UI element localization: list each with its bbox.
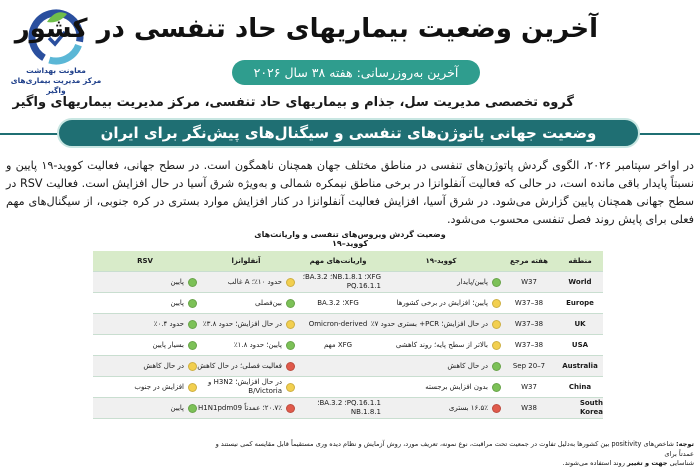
cell-region-text: Europe bbox=[566, 299, 594, 307]
cell-flu bbox=[197, 272, 295, 292]
cell-flu-text: در حال افزایش؛ H3N2 و B/Victoria bbox=[208, 378, 282, 395]
header-rsv: RSV bbox=[137, 257, 153, 265]
table-title: وضعیت گردش ویروس‌های تنفسی و واریانت‌های کووید–۱۹ bbox=[254, 230, 446, 248]
cell-variants-text: Omicron-derived bbox=[308, 319, 368, 328]
footnote-text: شاخص‌های positivity بین کشورها به‌دلیل تفاوت در جمعیت تحت مراقبت، نوع نمونه، تعریف مورد، روش آزمایش و نظام دیده وری مستقیماً قابل مقایسه کمی نیستند و عمدتاً برای bbox=[215, 440, 694, 458]
status-dot-icon bbox=[492, 341, 501, 350]
cell-covid bbox=[381, 398, 501, 418]
table-row bbox=[93, 335, 603, 356]
cell-rsv-text: پایین bbox=[170, 404, 184, 412]
cell-variants-text: PQ.16.1.1؛ BA.3.2؛ NB.1.8.1 bbox=[317, 399, 381, 416]
cell-region bbox=[557, 377, 603, 397]
cell-covid bbox=[381, 272, 501, 292]
cell-variants bbox=[295, 272, 381, 292]
cell-week bbox=[501, 314, 557, 334]
cell-flu bbox=[197, 335, 295, 355]
cell-covid-text: ۱۶.۵٪ بستری bbox=[448, 404, 488, 412]
cell-region bbox=[557, 314, 603, 334]
status-dot-icon bbox=[492, 404, 501, 413]
status-table bbox=[93, 251, 603, 419]
cell-flu-text: در حال افزایش؛ حدود ۳.۸٪ bbox=[202, 319, 282, 328]
status-dot-icon bbox=[492, 383, 501, 392]
cell-region-text: Australia bbox=[562, 362, 598, 370]
status-dot-icon bbox=[492, 320, 501, 329]
cell-covid-text: بالاتر از سطح پایه؛ روند کاهشی bbox=[395, 341, 488, 349]
status-dot-icon bbox=[492, 278, 501, 287]
table-row bbox=[93, 314, 603, 335]
cell-flu-text: فعالیت فصلی؛ در حال کاهش bbox=[197, 361, 282, 370]
header-covid: کووید-۱۹ bbox=[425, 257, 457, 265]
table-body bbox=[93, 272, 603, 419]
cell-flu-text: پایین؛ حدود ۱.۸٪ bbox=[233, 340, 282, 349]
cell-flu bbox=[197, 356, 295, 376]
status-dot-icon bbox=[286, 404, 295, 413]
cell-region bbox=[557, 398, 603, 418]
status-dot-icon bbox=[286, 320, 295, 329]
cell-covid-text: پایین/پایدار bbox=[457, 278, 488, 286]
cell-rsv bbox=[93, 377, 197, 397]
cell-week-text: W37 bbox=[521, 278, 537, 286]
footnote-text-2b: جهت و تغییر bbox=[627, 459, 668, 467]
cell-rsv-text: پایین bbox=[170, 278, 184, 286]
cell-region bbox=[557, 293, 603, 313]
cell-rsv bbox=[93, 314, 197, 334]
cell-rsv bbox=[93, 398, 197, 418]
footnote bbox=[210, 440, 694, 469]
cell-covid bbox=[381, 335, 501, 355]
cell-variants bbox=[295, 377, 381, 397]
header-week: هفته مرجع bbox=[510, 257, 548, 265]
cell-week-text: W37 bbox=[521, 383, 537, 391]
cell-covid bbox=[381, 377, 501, 397]
cell-flu bbox=[197, 293, 295, 313]
status-dot-icon bbox=[188, 320, 197, 329]
status-dot-icon bbox=[188, 278, 197, 287]
status-dot-icon bbox=[286, 362, 295, 371]
cell-week-text: W37–38 bbox=[514, 341, 544, 349]
cell-variants bbox=[295, 398, 381, 418]
cell-covid bbox=[381, 356, 501, 376]
cell-week bbox=[501, 335, 557, 355]
cell-rsv bbox=[93, 356, 197, 376]
cell-region bbox=[557, 335, 603, 355]
cell-week-text: W37–38 bbox=[514, 320, 544, 328]
cell-flu bbox=[197, 314, 295, 334]
logo-line-2: مرکز مدیریت بیماری‌های واگیر bbox=[10, 76, 102, 95]
summary-paragraph: در اواخر سپتامبر ۲۰۲۶، الگوی گردش پاتوژن‌های تنفسی در مناطق مختلف جهان همچنان ناهمگون است. در سطح جهانی، فعالیت کووید-۱۹ پایین و نسبتاً پایدار باقی مانده است، در حالی که فعالیت آنفلوانزا در برخی مناطق نیمکره شمالی و به‌ویژه شرق آسیا در حال افزایش است. فعالیت RSV در سطح جهانی همچنان پایین گزارش می‌شود. در شرق آسیا، افزایش فعالیت آنفلوانزا در کنار افزایش موارد بستری در کره جنوبی، از سیگنال‌های مهم فعلی برای پایش روند فصل تنفسی محسوب می‌شود. bbox=[6, 159, 694, 226]
cell-variants bbox=[295, 293, 381, 313]
header-flu: آنفلوانزا bbox=[231, 257, 261, 265]
cell-rsv-text: حدود ۰.۴٪ bbox=[153, 320, 184, 328]
cell-covid-text: پایین؛ افزایش در برخی کشورها bbox=[396, 299, 488, 307]
update-badge: آخرین به‌روزرسانی: هفته ۳۸ سال ۲۰۲۶ bbox=[232, 60, 480, 85]
cell-flu-text: بین‌فصلی bbox=[255, 298, 282, 307]
footnote-label: توجه: bbox=[676, 440, 694, 448]
cell-rsv bbox=[93, 335, 197, 355]
cell-region-text: World bbox=[568, 278, 592, 286]
cell-covid bbox=[370, 314, 501, 334]
table-row bbox=[93, 272, 603, 293]
cell-variants bbox=[295, 356, 381, 376]
cell-variants bbox=[295, 335, 381, 355]
cell-week bbox=[501, 356, 557, 376]
table-row bbox=[93, 293, 603, 314]
cell-covid-text: بدون افزایش برجسته bbox=[425, 383, 488, 391]
table-row bbox=[93, 356, 603, 377]
cell-flu bbox=[197, 377, 295, 397]
status-dot-icon bbox=[188, 404, 197, 413]
cell-region-text: USA bbox=[571, 341, 589, 349]
cell-rsv-text: بسیار پایین bbox=[152, 341, 184, 349]
status-dot-icon bbox=[188, 299, 197, 308]
status-dot-icon bbox=[286, 299, 295, 308]
table-header-row bbox=[93, 251, 603, 272]
header-region: منطقه bbox=[568, 257, 592, 265]
footnote-text-2c: روند استفاده می‌شوند. bbox=[562, 459, 625, 467]
cell-variants bbox=[295, 314, 381, 334]
cell-week bbox=[501, 398, 557, 418]
status-dot-icon bbox=[286, 278, 295, 287]
cell-flu-text: ۲۰.۷٪؛ عمدتاً H1N1pdm09 bbox=[198, 403, 282, 412]
status-dot-icon bbox=[286, 341, 295, 350]
table-row bbox=[93, 398, 603, 419]
cell-region-text: China bbox=[568, 383, 592, 391]
cell-flu-text: حدود ۱۰٪؛ A غالب bbox=[227, 277, 282, 286]
organization-line: گروه تخصصی مدیریت سل، جذام و بیماریهای حاد تنفسی، مرکز مدیریت بیماریهای واگیر bbox=[12, 95, 574, 110]
cell-week bbox=[501, 272, 557, 292]
cell-region bbox=[557, 356, 603, 376]
footnote-text-2a: شناسایی bbox=[669, 459, 694, 467]
cell-variants-text: XFG؛ BA.3.2 bbox=[317, 298, 359, 307]
cell-week-text: W37–38 bbox=[514, 299, 544, 307]
section-title: وضعیت جهانی پاتوژن‌های تنفسی و سیگنال‌های پیش‌نگر برای ایران bbox=[57, 118, 640, 148]
cell-rsv bbox=[93, 293, 197, 313]
cell-region-text: South Korea bbox=[579, 399, 603, 416]
status-dot-icon bbox=[188, 362, 197, 371]
cell-variants-text: XFG؛ NB.1.8.1؛ BA.3.2؛ PQ.16.1.1 bbox=[302, 273, 381, 290]
cell-region-text: UK bbox=[574, 320, 586, 328]
status-dot-icon bbox=[188, 383, 197, 392]
page-title: آخرین وضعیت بیماریهای حاد تنفسی در کشور bbox=[14, 14, 598, 44]
cell-region bbox=[557, 272, 603, 292]
cell-variants-text: XFG مهم bbox=[323, 340, 353, 349]
cell-week bbox=[501, 377, 557, 397]
status-dot-icon bbox=[492, 299, 501, 308]
cell-covid-text: در حال کاهش bbox=[447, 362, 488, 370]
header-variants: واریانت‌های مهم bbox=[309, 257, 367, 265]
status-dot-icon bbox=[492, 362, 501, 371]
cell-rsv bbox=[93, 272, 197, 292]
cell-week-text: W38 bbox=[521, 404, 537, 412]
cell-rsv-text: افزایش در جنوب bbox=[134, 383, 184, 391]
cell-rsv-text: پایین bbox=[170, 299, 184, 307]
table-row bbox=[93, 377, 603, 398]
cell-rsv-text: در حال کاهش bbox=[143, 362, 184, 370]
status-dot-icon bbox=[188, 341, 197, 350]
logo-line-1: معاونت بهداشت bbox=[26, 66, 86, 75]
cell-flu bbox=[197, 398, 295, 418]
cell-covid-text: در حال افزایش؛ PCR+ بستری حدود ۷٪ bbox=[370, 320, 488, 328]
cell-covid bbox=[381, 293, 501, 313]
cell-week bbox=[501, 293, 557, 313]
status-dot-icon bbox=[286, 383, 295, 392]
cell-week-text: Sep 20–7 bbox=[512, 362, 546, 370]
